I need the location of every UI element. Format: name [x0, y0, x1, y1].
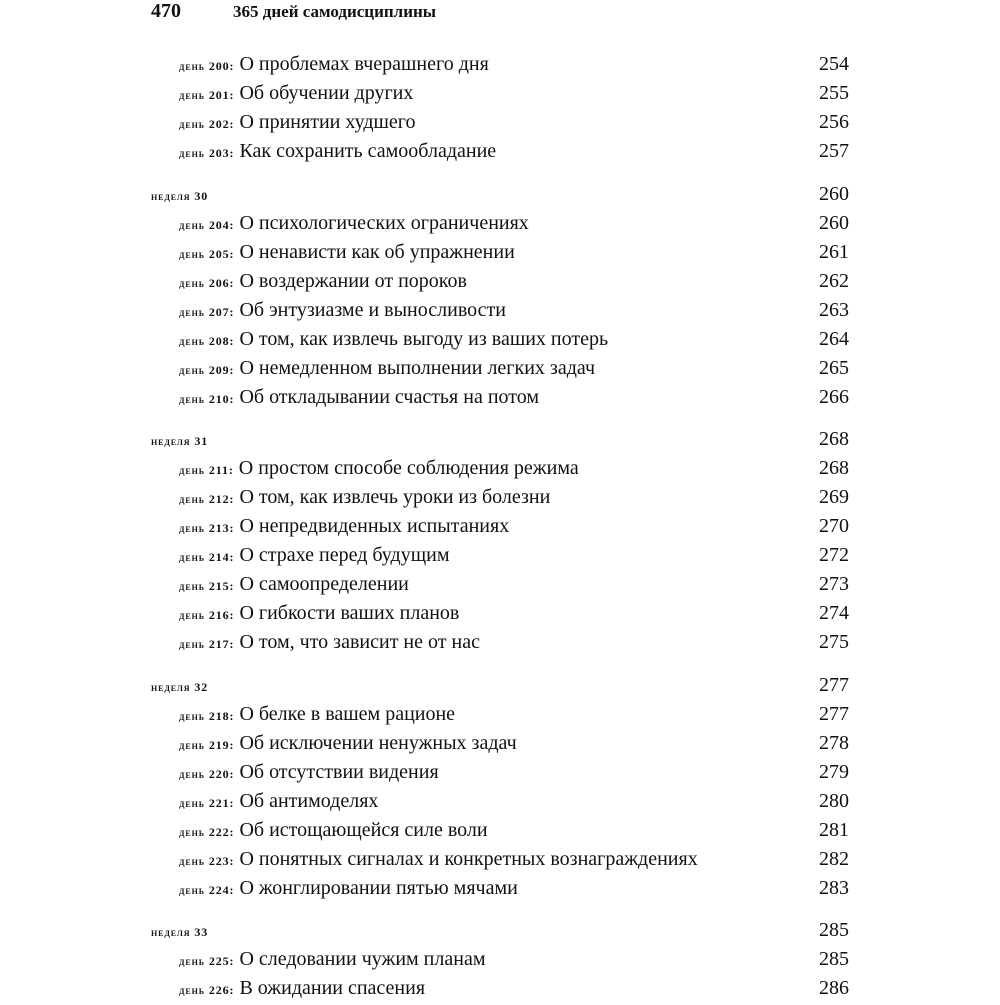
toc-entry [151, 425, 208, 456]
toc-day-row [0, 787, 1000, 816]
entry-page-number: 274 [819, 602, 849, 624]
entry-title: О жонглировании пятью мячами [239, 876, 518, 899]
toc-entry [151, 671, 208, 702]
toc-entry [179, 729, 517, 760]
entry-page-number: 277 [819, 702, 849, 725]
entry-page-number: 278 [819, 731, 849, 754]
day-label: день 218: [179, 708, 235, 723]
toc-entry [179, 79, 413, 110]
entry-title: О том, как извлечь уроки из болезни [239, 486, 551, 508]
entry-page-number: 280 [819, 789, 849, 812]
toc-entry [179, 628, 480, 659]
entry-page-number: 260 [819, 211, 849, 234]
day-label: день 217: [179, 637, 235, 651]
entry-title: О принятии худшего [239, 111, 416, 133]
entry-title: Об обучении других [239, 82, 414, 104]
day-label: день 207: [179, 304, 235, 319]
toc-day-row [0, 874, 1000, 903]
entry-page-number: 268 [819, 428, 849, 450]
toc-day-row [0, 50, 1000, 79]
toc-entry [179, 974, 425, 1005]
entry-title: О самоопределении [239, 573, 409, 595]
day-label: день 210: [179, 391, 235, 406]
toc-entry [179, 296, 506, 327]
toc-week-row [0, 180, 1000, 209]
day-label: день 211: [179, 463, 234, 477]
day-label: день 209: [179, 362, 235, 377]
entry-page-number: 261 [819, 240, 849, 263]
day-label: день 213: [179, 521, 235, 535]
toc-day-row [0, 974, 1000, 1003]
toc-entry [179, 238, 515, 269]
toc-entry [179, 945, 485, 976]
toc-day-row [0, 296, 1000, 325]
toc-entry [179, 383, 539, 414]
day-label: день 206: [179, 275, 235, 290]
day-label: день 223: [179, 853, 235, 868]
entry-title: Как сохранить самообладание [239, 140, 497, 162]
book-title: 365 дней самодисциплины [233, 2, 437, 21]
toc-day-row [0, 238, 1000, 267]
toc-entry [179, 354, 595, 385]
running-header [151, 0, 436, 24]
entry-page-number: 262 [819, 269, 849, 292]
day-label: день 202: [179, 117, 235, 131]
day-label: день 203: [179, 146, 235, 160]
entry-page-number: 282 [819, 847, 849, 870]
entry-title: О том, что зависит не от нас [239, 631, 480, 653]
entry-page-number: 254 [819, 53, 849, 75]
toc-day-row [0, 354, 1000, 383]
entry-page-number: 281 [819, 818, 849, 841]
toc-day-row [0, 512, 1000, 541]
entry-page-number: 273 [819, 573, 849, 595]
toc-day-row [0, 209, 1000, 238]
table-of-contents [0, 50, 1000, 1003]
toc-week-row [0, 671, 1000, 700]
entry-page-number: 279 [819, 760, 849, 783]
toc-entry [179, 512, 509, 543]
day-label: день 200: [179, 59, 235, 73]
entry-page-number: 266 [819, 385, 849, 408]
toc-day-row [0, 137, 1000, 166]
toc-day-row [0, 729, 1000, 758]
day-label: день 219: [179, 737, 235, 752]
toc-week-row [0, 425, 1000, 454]
entry-title: О белке в вашем рационе [239, 702, 456, 725]
toc-entry [179, 137, 496, 168]
toc-day-row [0, 325, 1000, 354]
entry-title: Об энтузиазме и выносливости [239, 298, 506, 321]
entry-title: О проблемах вчерашнего дня [239, 53, 489, 75]
entry-title: О немедленном выполнении легких задач [239, 356, 596, 379]
entry-page-number: 257 [819, 140, 849, 162]
entry-page-number: 264 [819, 327, 849, 350]
entry-title: О непредвиденных испытаниях [239, 515, 510, 537]
toc-entry [179, 209, 529, 240]
toc-day-row [0, 845, 1000, 874]
entry-page-number: 285 [819, 948, 849, 970]
toc-entry [179, 758, 439, 789]
toc-day-row [0, 758, 1000, 787]
toc-day-row [0, 945, 1000, 974]
toc-day-row [0, 267, 1000, 296]
entry-title: Об откладывании счастья на потом [239, 385, 540, 408]
toc-entry [151, 916, 208, 947]
entry-title: Об антимоделях [239, 789, 379, 812]
day-label: день 222: [179, 824, 235, 839]
toc-entry [179, 787, 378, 818]
toc-day-row [0, 700, 1000, 729]
entry-page-number: 283 [819, 876, 849, 899]
entry-title: О простом способе соблюдения режима [238, 457, 579, 479]
entry-page-number: 263 [819, 298, 849, 321]
entry-page-number: 275 [819, 631, 849, 653]
toc-entry [179, 700, 455, 731]
entry-title: О понятных сигналах и конкретных вознаграждениях [239, 847, 698, 870]
day-label: день 204: [179, 217, 235, 232]
toc-day-row [0, 599, 1000, 628]
entry-title: О следовании чужим планам [239, 948, 486, 970]
entry-page-number: 255 [819, 82, 849, 104]
day-label: день 205: [179, 246, 235, 261]
toc-week-row [0, 916, 1000, 945]
toc-day-row [0, 816, 1000, 845]
entry-title: О воздержании от пороков [239, 269, 467, 292]
toc-entry [179, 570, 409, 601]
toc-day-row [0, 628, 1000, 657]
toc-day-row [0, 541, 1000, 570]
entry-title: О гибкости ваших планов [239, 602, 460, 624]
week-label: неделя 32 [151, 679, 209, 694]
toc-day-row [0, 483, 1000, 512]
toc-entry [179, 816, 488, 847]
day-label: день 224: [179, 882, 235, 897]
entry-page-number: 270 [819, 515, 849, 537]
toc-day-row [0, 383, 1000, 412]
toc-day-row [0, 79, 1000, 108]
toc-entry [179, 454, 579, 485]
day-label: день 221: [179, 795, 235, 810]
entry-page-number: 256 [819, 111, 849, 133]
toc-entry [179, 108, 416, 139]
entry-title: О психологических ограничениях [239, 211, 529, 234]
toc-day-row [0, 108, 1000, 137]
toc-entry [151, 180, 208, 211]
toc-entry [179, 874, 518, 905]
day-label: день 220: [179, 766, 235, 781]
entry-page-number: 260 [819, 182, 849, 205]
entry-title: Об исключении ненужных задач [239, 731, 517, 754]
toc-entry [179, 541, 449, 572]
week-label: неделя 31 [151, 434, 209, 448]
entry-title: В ожидании спасения [239, 977, 426, 999]
day-label: день 216: [179, 608, 235, 622]
entry-title: О страхе перед будущим [239, 544, 450, 566]
entry-page-number: 286 [819, 977, 849, 999]
week-label: неделя 33 [151, 925, 209, 939]
toc-entry [179, 483, 550, 514]
toc-entry [179, 845, 698, 876]
toc-entry [179, 599, 459, 630]
entry-page-number: 269 [819, 486, 849, 508]
entry-page-number: 277 [819, 673, 849, 696]
entry-title: Об истощающейся силе воли [239, 818, 488, 841]
day-label: день 214: [179, 550, 235, 564]
entry-page-number: 272 [819, 544, 849, 566]
toc-day-row [0, 454, 1000, 483]
day-label: день 225: [179, 954, 235, 968]
entry-page-number: 285 [819, 919, 849, 941]
toc-entry [179, 325, 608, 356]
day-label: день 215: [179, 579, 235, 593]
entry-title: О ненависти как об упражнении [239, 240, 515, 263]
entry-page-number: 265 [819, 356, 849, 379]
toc-entry [179, 267, 467, 298]
day-label: день 226: [179, 983, 235, 997]
day-label: день 212: [179, 492, 235, 506]
toc-entry [179, 50, 489, 81]
entry-title: Об отсутствии видения [239, 760, 439, 783]
week-label: неделя 30 [151, 188, 209, 203]
day-label: день 201: [179, 88, 235, 102]
day-label: день 208: [179, 333, 235, 348]
page-number: 470 [151, 0, 181, 22]
toc-day-row [0, 570, 1000, 599]
entry-title: О том, как извлечь выгоду из ваших потерь [239, 327, 609, 350]
entry-page-number: 268 [819, 457, 849, 479]
